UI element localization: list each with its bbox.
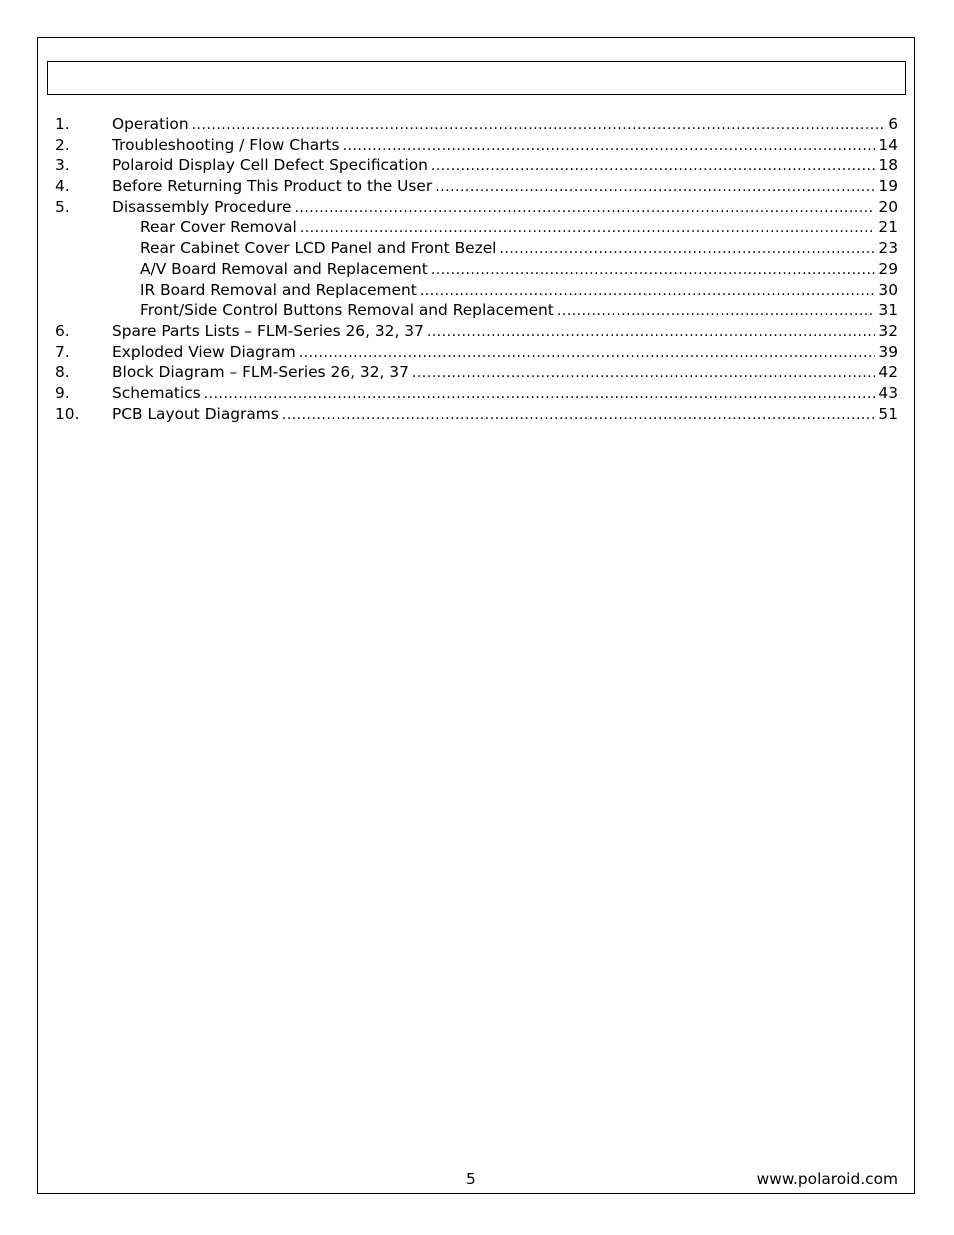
toc-page-number: 29 (878, 259, 898, 278)
header-box (47, 61, 906, 95)
toc-page-number: 51 (878, 404, 898, 423)
toc-entry-display-cell-defect[interactable] (55, 155, 898, 176)
toc-title: Block Diagram – FLM-Series 26, 32, 37 (112, 363, 409, 382)
table-of-contents (55, 114, 898, 424)
toc-subentry-rear-cabinet[interactable] (55, 238, 898, 259)
toc-page-number: 6 (888, 115, 898, 133)
toc-title: Front/Side Control Buttons Removal and Replacement (140, 301, 554, 320)
dot-leader (282, 405, 876, 426)
toc-page-number: 23 (878, 239, 898, 258)
toc-title: Polaroid Display Cell Defect Specification (112, 156, 428, 175)
dot-leader (294, 198, 875, 219)
toc-page-number: 30 (878, 280, 898, 299)
toc-page-number: 21 (878, 218, 898, 237)
toc-page-number: 18 (878, 156, 898, 175)
toc-number: 1. (55, 115, 70, 133)
toc-number: 9. (55, 383, 70, 402)
toc-subentry-ir-board[interactable] (55, 280, 898, 301)
toc-entry-exploded-view[interactable] (55, 342, 898, 363)
toc-title: Troubleshooting / Flow Charts (112, 135, 340, 154)
toc-title: Before Returning This Product to the User (112, 177, 433, 196)
dot-leader (435, 177, 875, 198)
dot-leader (300, 218, 876, 239)
dot-leader (204, 384, 876, 405)
toc-number: 10. (55, 404, 80, 423)
toc-page-number: 32 (878, 321, 898, 340)
dot-leader (192, 115, 886, 136)
toc-title: Disassembly Procedure (112, 197, 292, 216)
toc-title: Rear Cabinet Cover LCD Panel and Front Bezel (140, 239, 497, 258)
toc-title: Exploded View Diagram (112, 342, 296, 361)
toc-title: IR Board Removal and Replacement (140, 280, 417, 299)
toc-page-number: 43 (878, 383, 898, 402)
dot-leader (299, 343, 876, 364)
toc-title: PCB Layout Diagrams (112, 404, 279, 423)
toc-page-number: 19 (878, 177, 898, 196)
toc-title: Schematics (112, 383, 201, 402)
footer-website-url: www.polaroid.com (756, 1170, 898, 1188)
dot-leader (343, 136, 876, 157)
toc-title: Rear Cover Removal (140, 218, 297, 237)
toc-entry-pcb-layout[interactable] (55, 404, 898, 425)
toc-number: 6. (55, 321, 70, 340)
dot-leader (427, 322, 876, 343)
footer-page-number: 5 (466, 1170, 476, 1188)
toc-number: 4. (55, 177, 70, 196)
toc-entry-schematics[interactable] (55, 383, 898, 404)
toc-title: A/V Board Removal and Replacement (140, 259, 428, 278)
toc-page-number: 20 (878, 197, 898, 216)
dot-leader (431, 260, 876, 281)
toc-number: 5. (55, 197, 70, 216)
toc-page-number: 39 (878, 342, 898, 361)
toc-number: 7. (55, 342, 70, 361)
toc-page-number: 14 (878, 135, 898, 154)
dot-leader (431, 156, 876, 177)
toc-subentry-rear-cover[interactable] (55, 217, 898, 238)
toc-subentry-av-board[interactable] (55, 259, 898, 280)
dot-leader (499, 239, 875, 260)
toc-entry-disassembly[interactable] (55, 197, 898, 218)
toc-number: 3. (55, 156, 70, 175)
toc-entry-block-diagram[interactable] (55, 362, 898, 383)
toc-entry-troubleshooting[interactable] (55, 135, 898, 156)
dot-leader (420, 281, 876, 302)
dot-leader (557, 301, 876, 322)
toc-entry-before-returning[interactable] (55, 176, 898, 197)
toc-subentry-control-buttons[interactable] (55, 300, 898, 321)
toc-number: 8. (55, 363, 70, 382)
toc-page-number: 42 (878, 363, 898, 382)
toc-entry-spare-parts[interactable] (55, 321, 898, 342)
toc-entry-operation[interactable] (55, 114, 898, 135)
toc-title: Spare Parts Lists – FLM-Series 26, 32, 37 (112, 321, 424, 340)
dot-leader (412, 363, 876, 384)
toc-number: 2. (55, 135, 70, 154)
toc-page-number: 31 (878, 301, 898, 320)
toc-title: Operation (112, 115, 189, 133)
